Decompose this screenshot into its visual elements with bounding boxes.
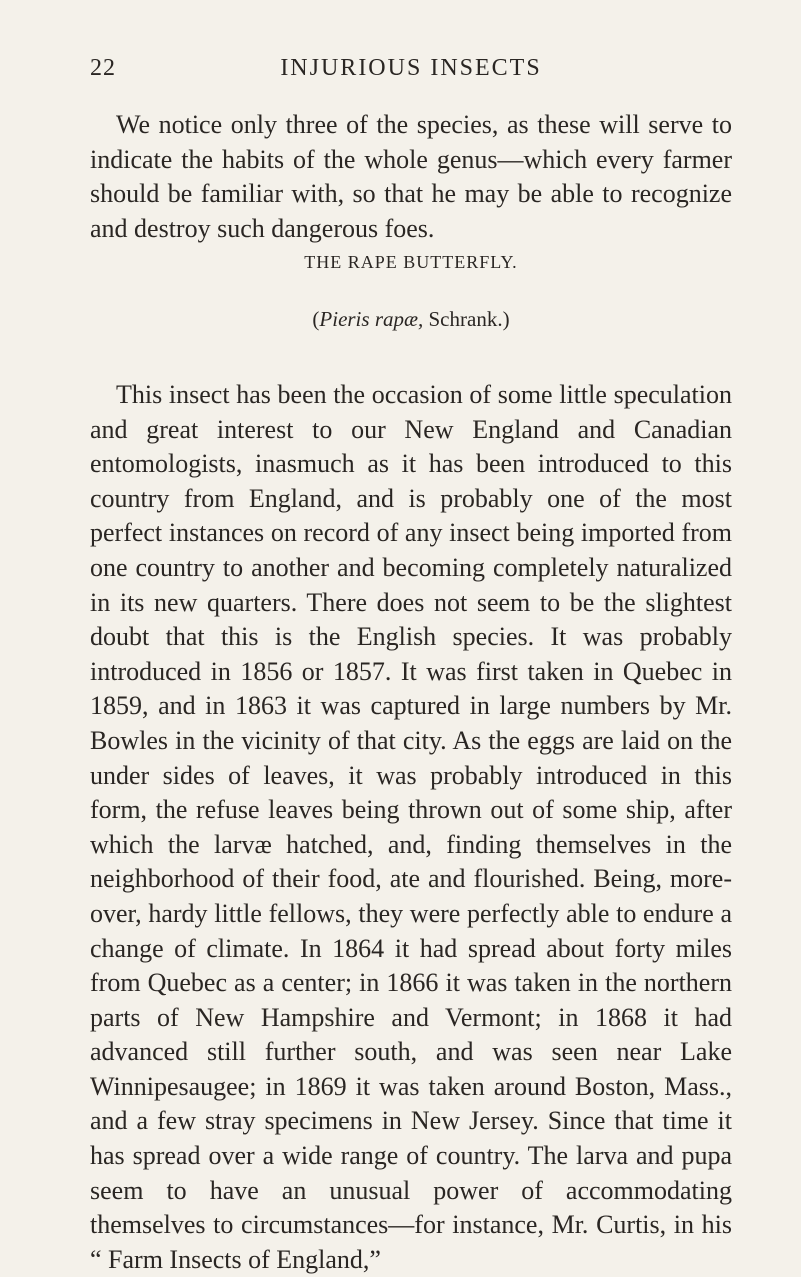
- intro-paragraph: We notice only three of the species, as these will serve to indicate the habits of the whole genus—which every farmer should be familiar with, so that he may be able to recognize and destroy such dangerous foes.: [90, 110, 732, 243]
- section-title: THE RAPE BUTTERFLY.: [304, 252, 518, 272]
- page-number: 22: [90, 55, 116, 81]
- close-paren: ): [502, 307, 510, 331]
- species-authority: Schrank.: [428, 307, 503, 331]
- open-paren: (: [312, 307, 320, 331]
- running-title: INJURIOUS INSECTS: [280, 55, 542, 81]
- running-head: [90, 55, 732, 87]
- main-paragraph: This insect has been the occasion of some little speculation and great interest to our New England and Canadian entomologists, inasmuch as it has been introduced to this country from England, and is probably one of the most perfect instances on record of any insect being imported from one country to another and becoming completely naturalized in its new quarters. There does not seem to be the slightest doubt that this is the English species. It was probably introduced in 1856 or 1857. It was first taken in Quebec in 1859, and in 1863 it was captured in large numbers by Mr. Bowles in the vicinity of that city. As the eggs are laid on the under sides of leaves, it was probably introduced in this form, the refuse leaves being thrown out of some ship, after which the larvæ hatched, and, finding themselves in the neighborhood of their food, ate and flourished. Being, moreover, hardy little fellows, they were perfectly able to endure a change of climate. In 1864 it had spread about forty miles from Quebec as a center; in 1866 it was taken in the northern parts of New Hampshire and Vermont; in 1868 it had advanced still further south, and was seen near Lake Winnipesaugee; in 1869 it was taken around Boston, Mass., and a few stray specimens in New Jersey. Since that time it has spread over a wide range of country. The larva and pupa seem to have an unusual power of accommodating themselves to circumstances—for instance, Mr. Curtis, in his “ Farm Insects of England,”: [90, 380, 732, 1274]
- species-subtitle: [90, 307, 732, 332]
- species-name: Pieris rapæ,: [319, 307, 424, 331]
